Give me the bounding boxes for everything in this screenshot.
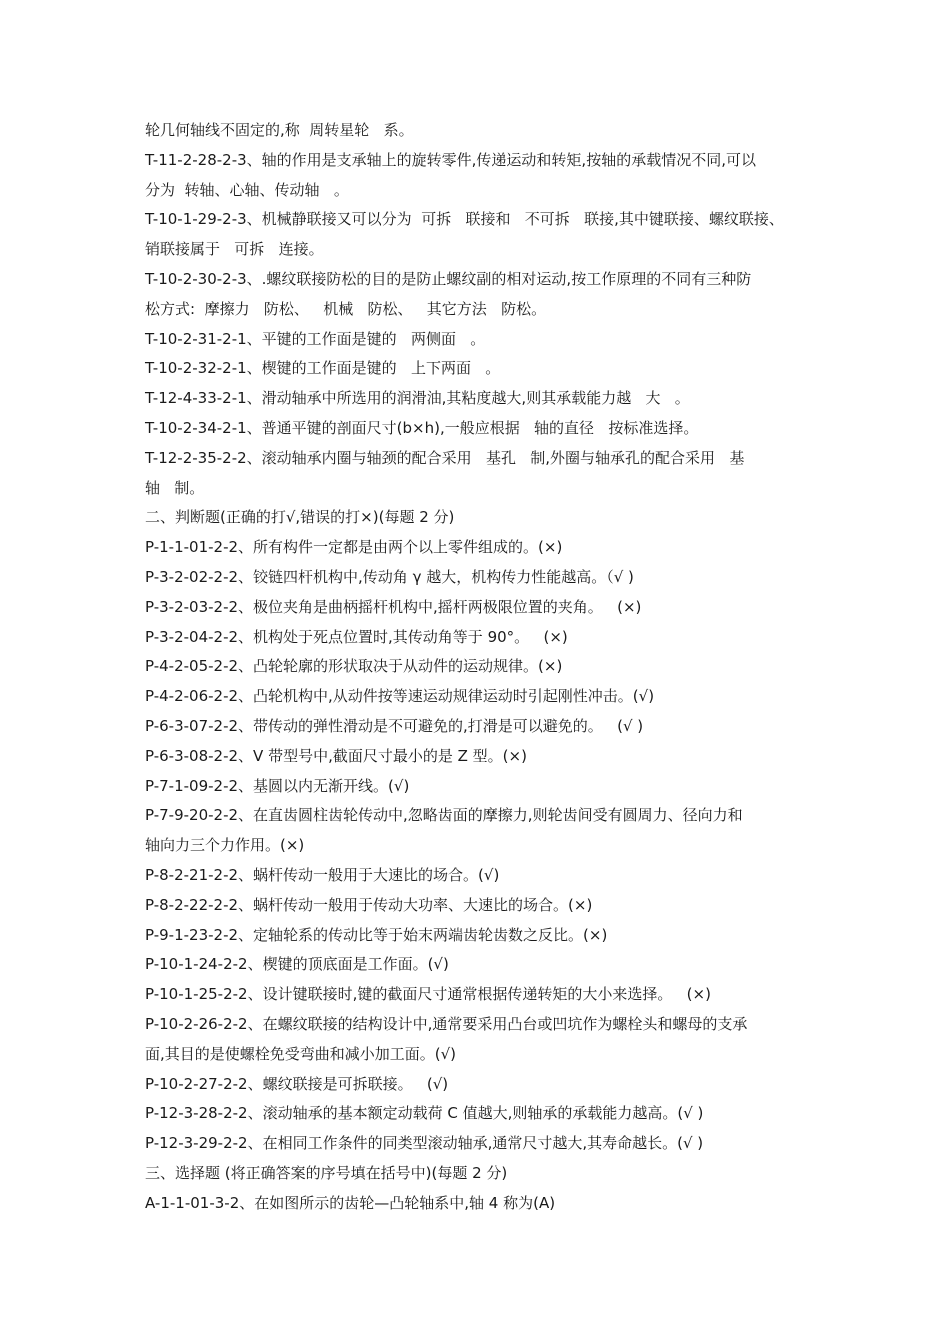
document-body <box>145 116 810 1218</box>
text-line: P-10-2-26-2-2、在螺纹联接的结构设计中,通常要采用凸台或凹坑作为螺栓头和螺母的支承 <box>145 1014 748 1033</box>
text-line: P-12-3-28-2-2、滚动轴承的基本额定动载荷 C 值越大,则轴承的承载能力越高。(√ ) <box>145 1104 704 1123</box>
text-line: P-7-1-09-2-2、基圆以内无渐开线。(√) <box>145 776 410 795</box>
text-line: P-10-1-25-2-2、设计键联接时,键的截面尺寸通常根据传递转矩的大小来选择。 (×) <box>145 985 711 1004</box>
text-line: T-10-2-34-2-1、普通平键的剖面尺寸(b×h),一般应根据 轴的直径 按标准选择。 <box>145 418 699 437</box>
text-line: P-9-1-23-2-2、定轴轮系的传动比等于始末两端齿轮齿数之反比。(×) <box>145 925 608 944</box>
text-line: T-12-4-33-2-1、滑动轴承中所选用的润滑油,其粘度越大,则其承载能力越 大 。 <box>145 389 690 408</box>
text-line: T-10-2-32-2-1、楔键的工作面是键的 上下两面 。 <box>145 359 501 378</box>
text-line: T-10-2-30-2-3、.螺纹联接防松的目的是防止螺纹副的相对运动,按工作原理的不同有三种防 <box>145 269 752 288</box>
text-line: P-6-3-07-2-2、带传动的弹性滑动是不可避免的,打滑是可以避免的。 (√ ) <box>145 716 644 735</box>
text-line: P-7-9-20-2-2、在直齿圆柱齿轮传动中,忽略齿面的摩擦力,则轮齿间受有圆周力、径向力和 <box>145 806 743 825</box>
text-line: T-11-2-28-2-3、轴的作用是支承轴上的旋转零件,传递运动和转矩,按轴的承载情况不同,可以 <box>145 150 756 169</box>
text-line: 轴 制。 <box>145 478 205 497</box>
section-heading: 二、判断题(正确的打√,错误的打×)(每题 2 分) <box>145 508 455 527</box>
text-line: P-3-2-03-2-2、极位夹角是曲柄摇杆机构中,摇杆两极限位置的夹角。 (×) <box>145 597 642 616</box>
text-line: 轴向力三个力作用。(×) <box>145 836 305 855</box>
text-line: P-1-1-01-2-2、所有构件一定都是由两个以上零件组成的。(×) <box>145 538 563 557</box>
text-line: P-3-2-04-2-2、机构处于死点位置时,其传动角等于 90°。 (×) <box>145 627 568 646</box>
text-line: 松方式: 摩擦力 防松、 机械 防松、 其它方法 防松。 <box>145 299 547 318</box>
text-line: 分为 转轴、心轴、传动轴 。 <box>145 180 349 199</box>
section-heading: 三、选择题 (将正确答案的序号填在括号中)(每题 2 分) <box>145 1163 508 1182</box>
text-line: P-3-2-02-2-2、铰链四杆机构中,传动角 γ 越大，机构传力性能越高。（√ ) <box>145 567 634 586</box>
text-line: 面,其目的是使螺栓免受弯曲和减小加工面。(√) <box>145 1044 457 1063</box>
text-line: T-10-2-31-2-1、平键的工作面是键的 两侧面 。 <box>145 329 486 348</box>
text-line: A-1-1-01-3-2、在如图所示的齿轮—凸轮轴系中,轴 4 称为(A) <box>145 1193 556 1212</box>
text-line: 销联接属于 可拆 连接。 <box>145 240 324 259</box>
text-line: P-10-2-27-2-2、螺纹联接是可拆联接。 (√) <box>145 1074 449 1093</box>
text-line: 轮几何轴线不固定的,称 周转星轮 系。 <box>145 121 414 139</box>
text-line: P-4-2-06-2-2、凸轮机构中,从动件按等速运动规律运动时引起刚性冲击。(√) <box>145 687 655 706</box>
text-line: P-6-3-08-2-2、V 带型号中,截面尺寸最小的是 Z 型。(×) <box>145 746 527 765</box>
text-line: P-8-2-21-2-2、蜗杆传动一般用于大速比的场合。(√) <box>145 865 500 884</box>
text-line: T-12-2-35-2-2、滚动轴承内圈与轴颈的配合采用 基孔 制,外圈与轴承孔的配合采用 基 <box>145 448 745 467</box>
text-line: P-10-1-24-2-2、楔键的顶底面是工作面。(√) <box>145 955 449 974</box>
text-line: P-4-2-05-2-2、凸轮轮廓的形状取决于从动件的运动规律。(×) <box>145 657 563 676</box>
text-line: P-8-2-22-2-2、蜗杆传动一般用于传动大功率、大速比的场合。(×) <box>145 895 593 914</box>
text-line: T-10-1-29-2-3、机械静联接又可以分为 可拆 联接和 不可拆 联接,其中键联接、螺纹联接、 <box>145 210 784 229</box>
text-line: P-12-3-29-2-2、在相同工作条件的同类型滚动轴承,通常尺寸越大,其寿命越长。(√ ) <box>145 1134 704 1153</box>
